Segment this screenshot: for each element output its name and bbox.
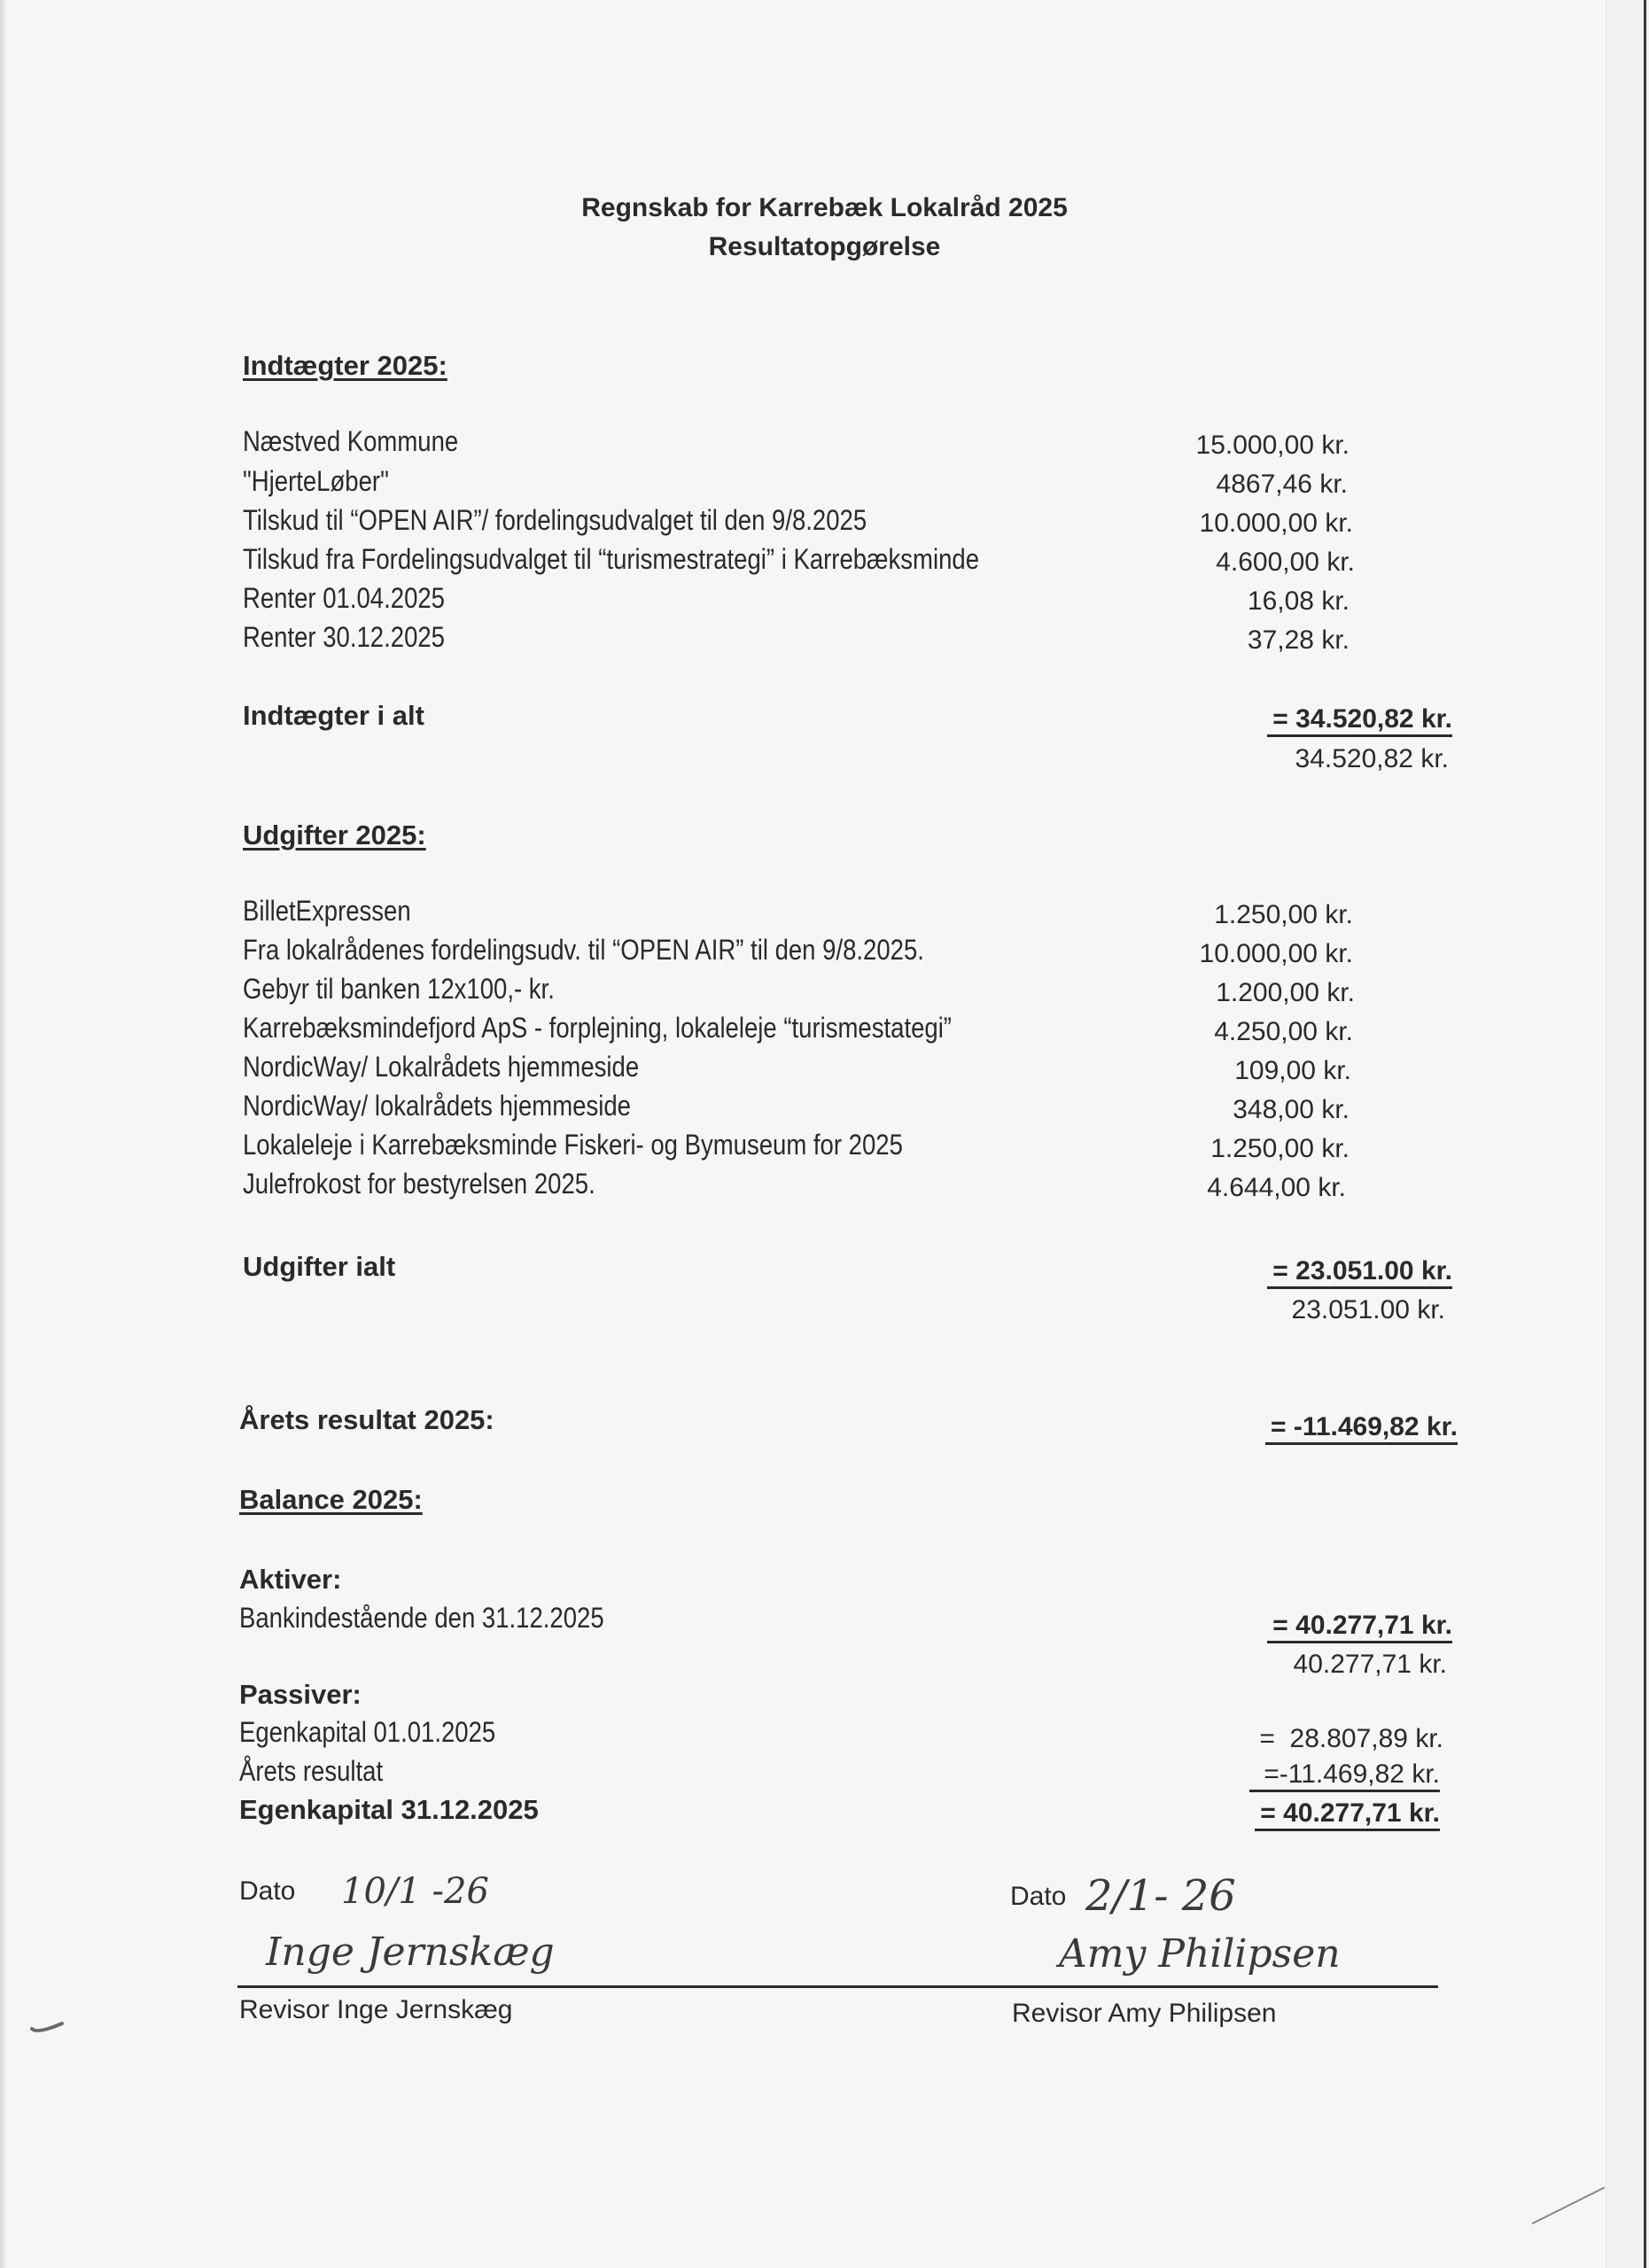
equity-opening-label: Egenkapital 01.01.2025: [239, 1716, 496, 1748]
pen-mark: [27, 2011, 71, 2038]
income-heading: Indtægter 2025:: [243, 350, 447, 381]
assets-bank-check: 40.277,71 kr.: [1293, 1650, 1447, 1679]
fold-crease-line: [1528, 2184, 1608, 2237]
income-item-label: Renter 01.04.2025: [243, 582, 445, 614]
income-item-amount: 16,08 kr.: [1247, 586, 1350, 616]
income-total-check: 34.520,82 kr.: [1295, 744, 1449, 773]
signature-caption: Revisor Inge Jernskæg: [239, 1995, 513, 2024]
income-item-label: Næstved Kommune: [243, 425, 459, 457]
expense-item-label: BilletExpressen: [243, 895, 411, 927]
expense-item-amount: 1.250,00 kr.: [1214, 900, 1353, 929]
handwritten-date: 2/1- 26: [1085, 1871, 1236, 1921]
expenses-heading: Udgifter 2025:: [243, 819, 426, 850]
expense-item-label: Lokaleleje i Karrebæksminde Fiskeri- og Bymuseum for 2025: [243, 1129, 903, 1161]
equity-closing-label: Egenkapital 31.12.2025: [239, 1794, 539, 1825]
equity-closing-amount: = 40.277,71 kr.: [1255, 1798, 1440, 1831]
handwritten-signature: Amy Philipsen: [1059, 1931, 1341, 1977]
expense-item-amount: 4.644,00 kr.: [1207, 1173, 1346, 1202]
date-label: Dato: [239, 1876, 296, 1906]
income-item-label: "HjerteLøber": [243, 465, 389, 497]
income-item-label: Renter 30.12.2025: [243, 621, 445, 653]
income-item-amount: 4867,46 kr.: [1216, 470, 1348, 499]
expense-item-amount: 10.000,00 kr.: [1199, 939, 1353, 968]
equity-opening-amount: = 28.807,89 kr.: [1259, 1724, 1443, 1753]
assets-bank-label: Bankindestående den 31.12.2025: [239, 1602, 604, 1634]
income-total-label: Indtægter i alt: [243, 700, 424, 731]
scan-edge-right: [1644, 0, 1646, 2268]
expense-item-label: Julefrokost for bestyrelsen 2025.: [243, 1168, 595, 1200]
document-subtitle: Resultatopgørelse: [708, 232, 941, 261]
expense-item-label: Karrebæksmindefjord ApS - forplejning, lokaleleje “turismestategi”: [243, 1012, 952, 1044]
expense-item-label: NordicWay/ lokalrådets hjemmeside: [243, 1090, 631, 1122]
signature-line: [237, 1985, 1438, 1988]
income-item-label: Tilskud fra Fordelingsudvalget til “turismestrategi” i Karrebæksminde: [243, 543, 980, 575]
document-title: Regnskab for Karrebæk Lokalråd 2025: [581, 193, 1068, 222]
year-result-label: Årets resultat: [239, 1755, 384, 1787]
expense-item-amount: 109,00 kr.: [1234, 1056, 1351, 1085]
assets-heading: Aktiver:: [239, 1564, 342, 1595]
expense-item-amount: 1.200,00 kr.: [1216, 978, 1355, 1007]
expense-item-amount: 348,00 kr.: [1233, 1095, 1350, 1124]
date-label: Dato: [1010, 1882, 1067, 1911]
expense-item-label: NordicWay/ Lokalrådets hjemmeside: [243, 1051, 640, 1083]
expenses-total-label: Udgifter ialt: [243, 1251, 396, 1282]
expense-item-amount: 4.250,00 kr.: [1214, 1017, 1353, 1046]
income-item-amount: 10.000,00 kr.: [1199, 509, 1353, 538]
income-item-amount: 4.600,00 kr.: [1216, 548, 1355, 577]
liabilities-heading: Passiver:: [239, 1679, 362, 1710]
income-item-amount: 15.000,00 kr.: [1195, 431, 1350, 460]
handwritten-signature: Inge Jernskæg: [266, 1930, 555, 1975]
expense-item-label: Gebyr til banken 12x100,- kr.: [243, 973, 555, 1005]
expense-item-amount: 1.250,00 kr.: [1210, 1134, 1350, 1163]
balance-heading: Balance 2025:: [239, 1484, 423, 1515]
assets-bank-amount: [1267, 1611, 1452, 1643]
income-item-amount: 37,28 kr.: [1247, 625, 1350, 655]
result-amount: = -11.469,82 kr.: [1265, 1412, 1458, 1445]
signature-caption: Revisor Amy Philipsen: [1012, 1999, 1277, 2028]
income-total-amount: = 34.520,82 kr.: [1267, 704, 1452, 737]
assets-bank-amount-value: = 40.277,71 kr.: [1272, 1611, 1452, 1640]
result-label: Årets resultat 2025:: [239, 1404, 494, 1435]
income-item-label: Tilskud til “OPEN AIR”/ fordelingsudvalget til den 9/8.2025: [243, 504, 867, 536]
handwritten-date: 10/1 -26: [341, 1871, 489, 1912]
year-result-amount: =-11.469,82 kr.: [1249, 1759, 1440, 1792]
scan-margin-strip: [1606, 0, 1645, 2268]
expenses-total-check: 23.051.00 kr.: [1291, 1295, 1445, 1324]
expenses-total-amount: = 23.051.00 kr.: [1267, 1256, 1452, 1289]
expense-item-label: Fra lokalrådenes fordelingsudv. til “OPEN AIR” til den 9/8.2025.: [243, 934, 924, 966]
